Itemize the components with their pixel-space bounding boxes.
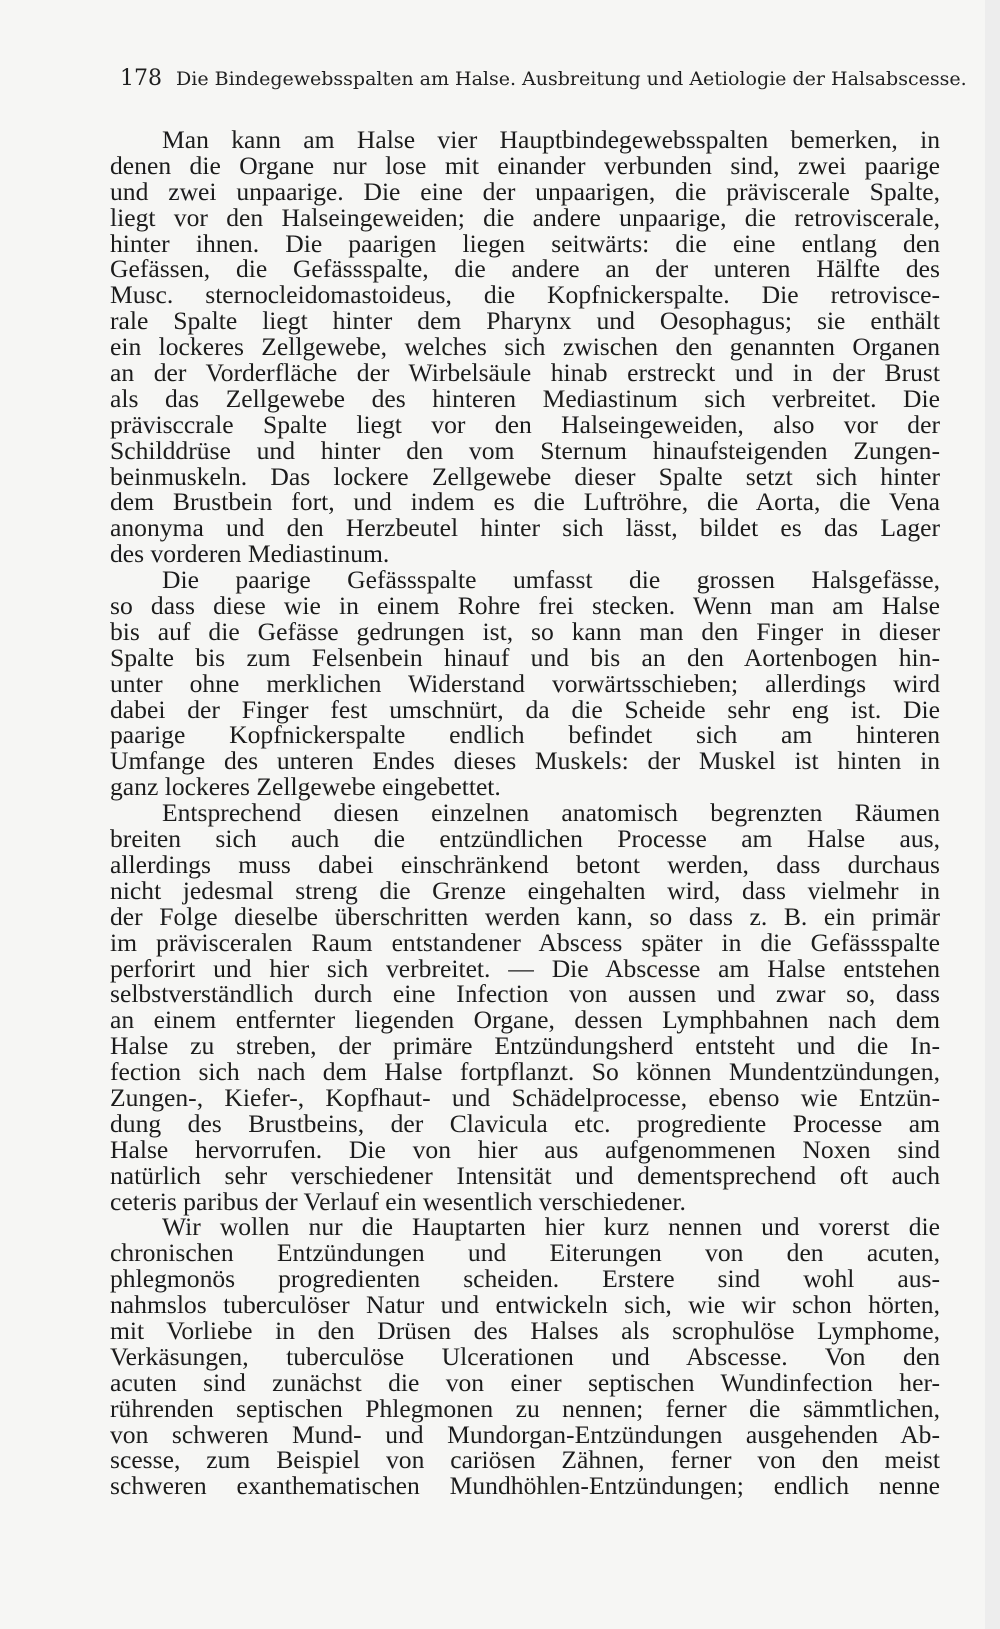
text-line: Schilddrüse und hinter den vom Sternum hinaufsteigenden Zungen- [110, 435, 940, 465]
text-line: und zwei unpaarige. Die eine der unpaarigen, die präviscerale Spalte, [110, 176, 940, 206]
text-line: an der Vorderfläche der Wirbelsäule hinab erstreckt und in der Brust [110, 358, 940, 388]
text-line: Halse hervorrufen. Die von hier aus aufgenommenen Noxen sind [110, 1134, 940, 1164]
text-line: bis auf die Gefässe gedrungen ist, so kann man den Finger in dieser [110, 616, 940, 646]
text-line: unter ohne merklichen Widerstand vorwärtsschieben; allerdings wird [110, 668, 940, 698]
text-line: Man kann am Halse vier Hauptbindegewebsspalten bemerken, in [162, 125, 940, 154]
body-text [110, 127, 940, 1499]
text-line: dung des Brustbeins, der Clavicula etc. progrediente Processe am [110, 1108, 940, 1138]
text-line: ganz lockeres Zellgewebe eingebettet. [110, 772, 501, 802]
text-line: allerdings muss dabei einschränkend betont werden, dass durchaus [110, 849, 940, 879]
text-line: acuten sind zunächst die von einer septischen Wundinfection her- [110, 1367, 940, 1397]
text-line: selbstverständlich durch eine Infection von aussen und zwar so, dass [110, 979, 940, 1009]
text-line: Musc. sternocleidomastoideus, die Kopfnickerspalte. Die retrovisce- [110, 280, 940, 310]
text-line: phlegmonös progredienten scheiden. Erstere sind wohl aus- [110, 1264, 940, 1294]
text-line: perforirt und hier sich verbreitet. — Die Abscesse am Halse entstehen [110, 953, 940, 983]
text-line: Die paarige Gefässspalte umfasst die grossen Halsgefässe, [162, 565, 940, 595]
text-line: paarige Kopfnickerspalte endlich befindet sich am hinteren [110, 720, 940, 750]
text-line: rale Spalte liegt hinter dem Pharynx und Oesophagus; sie enthält [110, 306, 940, 336]
text-line: ceteris paribus der Verlauf ein wesentlich verschiedener. [110, 1186, 686, 1216]
text-line: fection sich nach dem Halse fortpflanzt. So können Mundentzündungen, [110, 1057, 940, 1087]
text-line: Zungen-, Kiefer-, Kopfhaut- und Schädelprocesse, ebenso wie Entzün- [110, 1082, 940, 1112]
text-line: Entsprechend diesen einzelnen anatomisch begrenzten Räumen [162, 798, 940, 828]
text-line: beinmuskeln. Das lockere Zellgewebe dieser Spalte setzt sich hinter [110, 461, 940, 491]
text-line: breiten sich auch die entzündlichen Processe am Halse aus, [110, 824, 940, 854]
text-line: nahmslos tuberculöser Natur und entwickeln sich, wie wir schon hörten, [110, 1290, 940, 1320]
running-title: Die Bindegewebsspalten am Halse. Ausbreitung und Aetiologie der Halsabscesse. [176, 68, 967, 90]
text-line: des vorderen Mediastinum. [110, 539, 390, 569]
text-line: anonyma und den Herzbeutel hinter sich lässt, bildet es das Lager [110, 513, 940, 543]
text-line: Spalte bis zum Felsenbein hinauf und bis an den Aortenbogen hin- [110, 642, 940, 672]
text-line: schweren exanthematischen Mundhöhlen-Entzündungen; endlich nenne [110, 1471, 940, 1501]
text-line: von schweren Mund- und Mundorgan-Entzündungen ausgehenden Ab- [110, 1419, 940, 1449]
text-line: hinter ihnen. Die paarigen liegen seitwärts: die eine entlang den [110, 228, 940, 258]
text-line: ein lockeres Zellgewebe, welches sich zwischen den genannten Organen [110, 332, 940, 362]
text-line: denen die Organe nur lose mit einander verbunden sind, zwei paarige [110, 150, 940, 180]
text-line: Halse zu streben, der primäre Entzündungsherd entsteht und die In- [110, 1031, 940, 1061]
text-line: dem Brustbein fort, und indem es die Luftröhre, die Aorta, die Vena [110, 487, 940, 517]
text-line: rührenden septischen Phlegmonen zu nennen; ferner die sämmtlichen, [110, 1393, 940, 1423]
text-line: dabei der Finger fest umschnürt, da die Scheide sehr eng ist. Die [110, 694, 940, 724]
text-line: im prävisceralen Raum entstandener Abscess später in die Gefässspalte [110, 927, 940, 957]
text-line: Wir wollen nur die Hauptarten hier kurz nennen und vorerst die [162, 1212, 940, 1242]
text-line: scesse, zum Beispiel von cariösen Zähnen, ferner von den meist [110, 1445, 940, 1475]
text-line: Umfange des unteren Endes dieses Muskels: der Muskel ist hinten in [110, 746, 940, 776]
text-line: mit Vorliebe in den Drüsen des Halses als scrophulöse Lymphome, [110, 1315, 940, 1345]
text-line: der Folge dieselbe überschritten werden kann, so dass z. B. ein primär [110, 901, 940, 931]
text-line: liegt vor den Halseingeweiden; die andere unpaarige, die retroviscerale, [110, 202, 940, 232]
text-line: Verkäsungen, tuberculöse Ulcerationen und Abscesse. Von den [110, 1341, 940, 1371]
text-line: an einem entfernter liegenden Organe, dessen Lymphbahnen nach dem [110, 1005, 940, 1035]
text-line: chronischen Entzündungen und Eiterungen von den acuten, [110, 1238, 940, 1268]
text-line: natürlich sehr verschiedener Intensität und dementsprechend oft auch [110, 1160, 940, 1190]
text-line: nicht jedesmal streng die Grenze eingehalten wird, dass vielmehr in [110, 875, 940, 905]
text-line: als das Zellgewebe des hinteren Mediastinum sich verbreitet. Die [110, 383, 940, 413]
text-line: Gefässen, die Gefässspalte, die andere an der unteren Hälfte des [110, 254, 940, 284]
running-header [120, 66, 967, 91]
page-number: 178 [120, 66, 162, 91]
text-line: prävisccrale Spalte liegt vor den Halseingeweiden, also vor der [110, 409, 940, 439]
text-line: so dass diese wie in einem Rohre frei stecken. Wenn man am Halse [110, 591, 940, 621]
